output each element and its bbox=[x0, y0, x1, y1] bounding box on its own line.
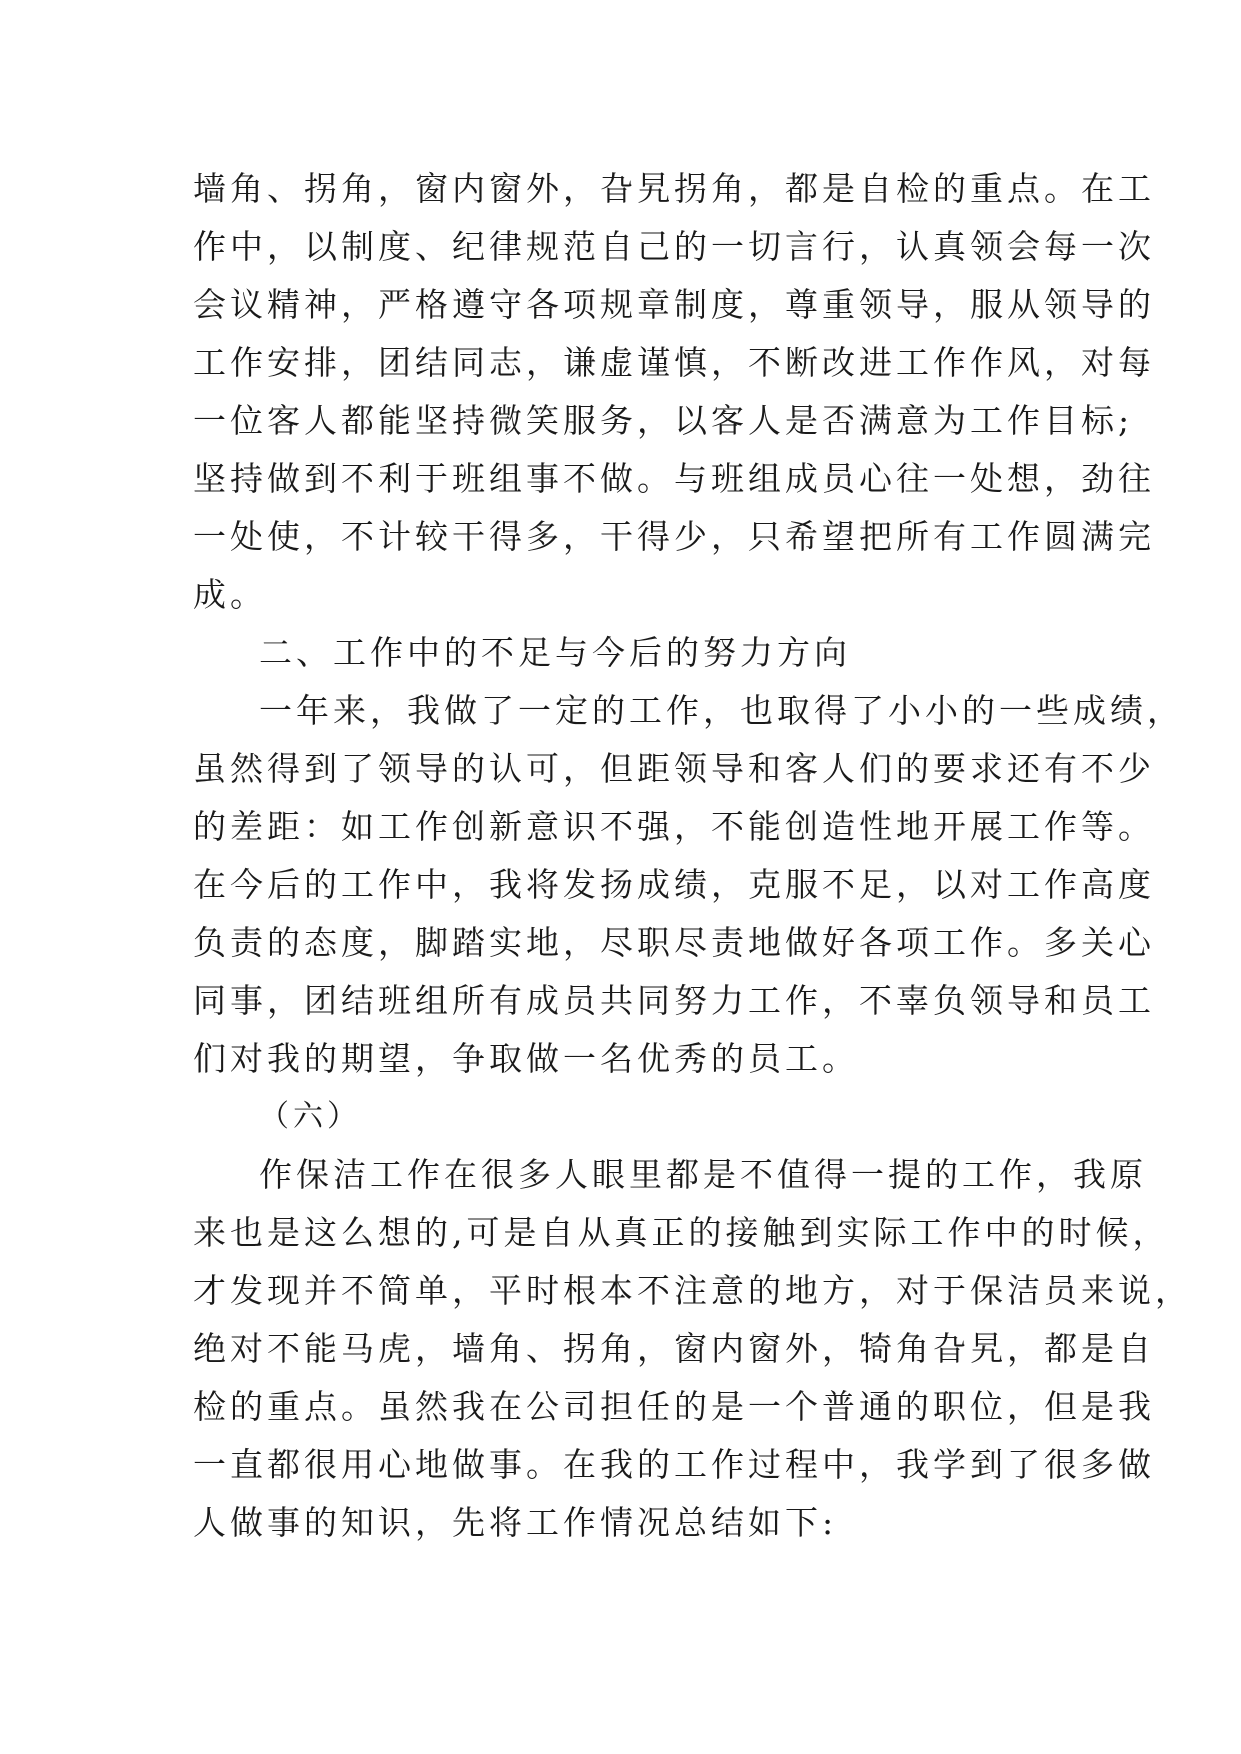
text-line: 一处使，不计较干得多，干得少，只希望把所有工作圆满完 bbox=[193, 517, 1155, 556]
text-line: 墙角、拐角，窗内窗外，旮旯拐角，都是自检的重点。在工 bbox=[193, 169, 1155, 208]
text-line: 们对我的期望，争取做一名优秀的员工。 bbox=[193, 1039, 859, 1078]
text-line: 负责的态度，脚踏实地，尽职尽责地做好各项工作。多关心 bbox=[193, 923, 1155, 962]
text-line: 同事，团结班组所有成员共同努力工作，不辜负领导和员工 bbox=[193, 981, 1155, 1020]
text-line: 检的重点。虽然我在公司担任的是一个普通的职位，但是我 bbox=[193, 1387, 1155, 1426]
text-line: 来也是这么想的,可是自从真正的接触到实际工作中的时候， bbox=[193, 1213, 1170, 1252]
text-line: 一年来，我做了一定的工作，也取得了小小的一些成绩， bbox=[259, 691, 1184, 730]
text-line: 成。 bbox=[193, 575, 267, 614]
text-line: 作中，以制度、纪律规范自己的一切言行，认真领会每一次 bbox=[193, 227, 1155, 266]
text-line: 一直都很用心地做事。在我的工作过程中，我学到了很多做 bbox=[193, 1445, 1155, 1484]
text-line: 一位客人都能坚持微笑服务，以客人是否满意为工作目标; bbox=[193, 401, 1134, 440]
text-line: 在今后的工作中，我将发扬成绩，克服不足，以对工作高度 bbox=[193, 865, 1155, 904]
text-line: 工作安排，团结同志，谦虚谨慎，不断改进工作作风，对每 bbox=[193, 343, 1155, 382]
section-number: （六） bbox=[259, 1099, 361, 1134]
text-line: 会议精神，严格遵守各项规章制度，尊重领导，服从领导的 bbox=[193, 285, 1155, 324]
text-line: 坚持做到不利于班组事不做。与班组成员心往一处想，劲往 bbox=[193, 459, 1155, 498]
text-line: 作保洁工作在很多人眼里都是不值得一提的工作，我原 bbox=[259, 1155, 1147, 1194]
text-line: 绝对不能马虎，墙角、拐角，窗内窗外，犄角旮旯，都是自 bbox=[193, 1329, 1155, 1368]
text-line: 虽然得到了领导的认可，但距领导和客人们的要求还有不少 bbox=[193, 749, 1155, 788]
text-line: 人做事的知识，先将工作情况总结如下: bbox=[193, 1503, 838, 1542]
section-heading: 二、工作中的不足与今后的努力方向 bbox=[259, 633, 851, 672]
text-line: 的差距：如工作创新意识不强，不能创造性地开展工作等。 bbox=[193, 807, 1155, 846]
body-text bbox=[193, 160, 1192, 1552]
text-line: 才发现并不简单，平时根本不注意的地方，对于保洁员来说， bbox=[193, 1271, 1192, 1310]
